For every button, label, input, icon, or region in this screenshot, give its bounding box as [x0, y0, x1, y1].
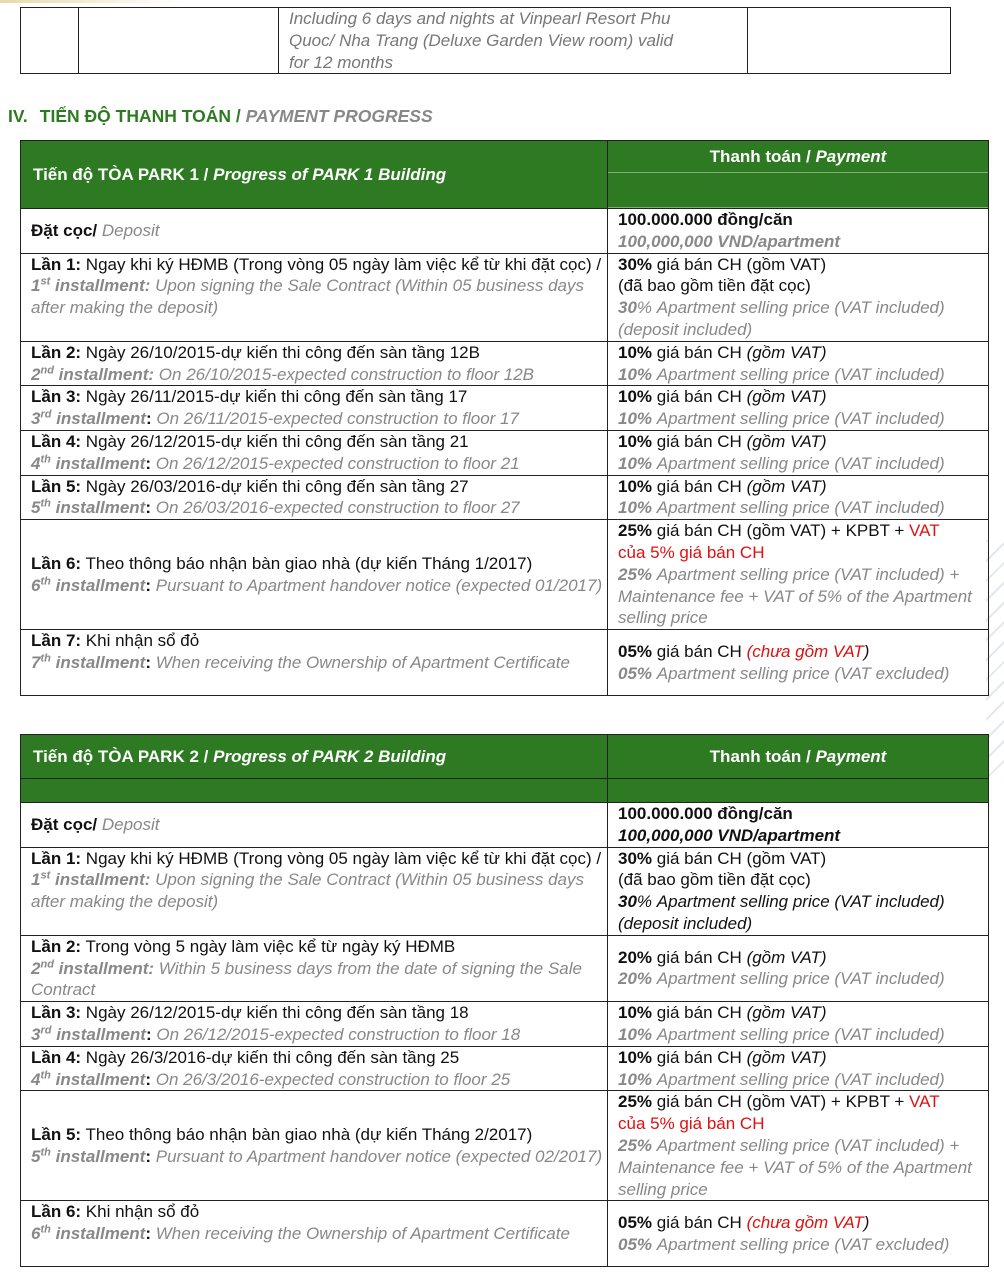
section-heading: IV. TIẾN ĐỘ THANH TOÁN / PAYMENT PROGRESS [8, 106, 433, 126]
table-row: Lần 6: Theo thông báo nhận bàn giao nhà (dự kiến Tháng 1/2017) 6th installment: Pursuant to Apartment handover notice (expected 01/2017) 25% giá bán CH (gồm VAT) + KPBT + VAT của 5% giá bán CH 25% Apartment selling price (VAT included) + Maintenance fee + VAT of 5% of the Apartment selling price [21, 520, 989, 630]
promotion-text: Including 6 days and nights at Vinpearl Resort Phu Quoc/ Nha Trang (Deluxe Garden View room) valid for 12 months [279, 8, 748, 74]
table-row: Lần 7: Khi nhận sổ đỏ 7th installment: When receiving the Ownership of Apartment Certificate 05% giá bán CH (chưa gồm VAT) 05% Apartment selling price (VAT excluded) [21, 630, 989, 696]
table-row: Lần 5: Ngày 26/03/2016-dự kiến thi công đến sàn tầng 27 5th installment: On 26/03/2016-expected construction to floor 27 10% giá bán CH (gồm VAT) 10% Apartment selling price (VAT included) [21, 475, 989, 520]
header-decoration [0, 0, 180, 3]
table-row: Lần 4: Ngày 26/12/2015-dự kiến thi công đến sàn tầng 21 4th installment: On 26/12/2015-expected construction to floor 21 10% giá bán CH (gồm VAT) 10% Apartment selling price (VAT included) [21, 430, 989, 475]
table-row: Lần 5: Theo thông báo nhận bàn giao nhà (dự kiến Tháng 2/2017) 5th installment: Pursuant to Apartment handover notice (expected 02/2017) 25% giá bán CH (gồm VAT) + KPBT + VAT của 5% giá bán CH 25% Apartment selling price (VAT included) + Maintenance fee + VAT of 5% of the Apartment selling price [21, 1091, 989, 1201]
table-row: Lần 2: Trong vòng 5 ngày làm việc kể từ ngày ký HĐMB 2nd installment: Within 5 business days from the date of signing the Sale Contract 20% giá bán CH (gồm VAT) 20% Apartment selling price (VAT included) [21, 935, 989, 1001]
park1-header-progress: Tiến độ TÒA PARK 1 / Progress of PARK 1 Building [21, 141, 608, 209]
park1-header-payment: Thanh toán / Payment [608, 141, 989, 209]
table-row: Lần 3: Ngày 26/12/2015-dự kiến thi công đến sàn tầng 18 3rd installment: On 26/12/2015-expected construction to floor 18 10% giá bán CH (gồm VAT) 10% Apartment selling price (VAT included) [21, 1002, 989, 1047]
table-row: Đặt cọc/ Deposit 100.000.000 đồng/căn 100,000,000 VND/apartment [21, 803, 989, 848]
previous-table-last-row [20, 7, 951, 74]
table-row: Lần 6: Khi nhận sổ đỏ 6th installment: When receiving the Ownership of Apartment Certificate 05% giá bán CH (chưa gồm VAT) 05% Apartment selling price (VAT excluded) [21, 1201, 989, 1267]
table-row: Lần 4: Ngày 26/3/2016-dự kiến thi công đến sàn tầng 25 4th installment: On 26/3/2016-expected construction to floor 25 10% giá bán CH (gồm VAT) 10% Apartment selling price (VAT included) [21, 1046, 989, 1091]
park2-payment-table [20, 734, 989, 1267]
table-row: Lần 1: Ngay khi ký HĐMB (Trong vòng 05 ngày làm việc kể từ khi đặt cọc) / 1st installment: Upon signing the Sale Contract (Within 05 business days after making the deposit) 30% giá bán CH (gồm VAT) (đã bao gồm tiền đặt cọc) 30% Apartment selling price (VAT included)(deposit included) [21, 847, 989, 935]
table-row: Đặt cọc/ Deposit 100.000.000 đồng/căn 100,000,000 VND/apartment [21, 209, 989, 254]
table-row: Lần 1: Ngay khi ký HĐMB (Trong vòng 05 ngày làm việc kể từ khi đặt cọc) / 1st installment: Upon signing the Sale Contract (Within 05 business days after making the deposit) 30% giá bán CH (gồm VAT) (đã bao gồm tiền đặt cọc) 30% Apartment selling price (VAT included)(deposit included) [21, 253, 989, 341]
park2-header-progress: Tiến độ TÒA PARK 2 / Progress of PARK 2 Building [21, 735, 608, 779]
park1-payment-table [20, 140, 989, 696]
table-row: Lần 3: Ngày 26/11/2015-dự kiến thi công đến sàn tầng 17 3rd installment: On 26/11/2015-expected construction to floor 17 10% giá bán CH (gồm VAT) 10% Apartment selling price (VAT included) [21, 386, 989, 431]
table-row: Lần 2: Ngày 26/10/2015-dự kiến thi công đến sàn tầng 12B 2nd installment: On 26/10/2015-expected construction to floor 12B 10% giá bán CH (gồm VAT) 10% Apartment selling price (VAT included) [21, 341, 989, 386]
park2-header-payment: Thanh toán / Payment [608, 735, 989, 779]
